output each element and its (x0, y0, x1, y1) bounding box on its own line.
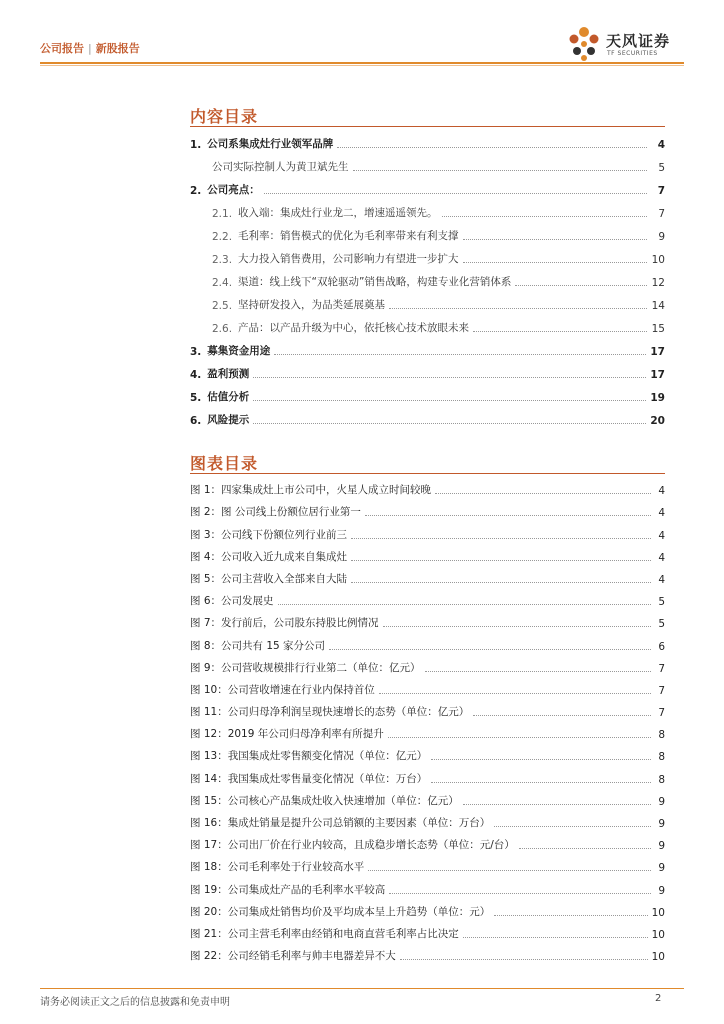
figure-list-item[interactable] (190, 719, 665, 741)
toc-item[interactable] (190, 128, 665, 151)
figure-list-item[interactable] (190, 897, 665, 919)
figure-leader-dots (431, 759, 651, 760)
figure-item-label: 图 8：公司共有 15 家分公司 (190, 639, 326, 652)
toc-list (190, 128, 665, 427)
toc-item-page: 5 (658, 162, 665, 174)
figure-item-label: 图 1：四家集成灶上市公司中，火星人成立时间较晚 (190, 484, 432, 497)
figure-leader-dots (365, 515, 651, 516)
toc-leader-dots (274, 354, 646, 355)
figure-item-label: 图 6：公司发展史 (190, 595, 274, 608)
toc-item-page: 17 (650, 346, 665, 358)
toc-leader-dots (337, 147, 647, 148)
toc-item-number: 2.5. (212, 300, 233, 312)
figure-item-page: 9 (658, 818, 665, 830)
figure-list-item[interactable] (190, 564, 665, 586)
figure-item-page: 4 (658, 529, 665, 542)
figure-item-page: 4 (658, 485, 665, 498)
figure-item-page: 9 (658, 884, 665, 897)
figure-list-item[interactable] (190, 675, 665, 697)
figure-item-page: 7 (658, 684, 665, 697)
figure-list-item[interactable] (190, 808, 665, 830)
figure-item-label: 图 14：我国集成灶零售量变化情况（单位：万台） (190, 772, 428, 785)
figure-leader-dots (379, 693, 651, 694)
header-rule-thin (40, 65, 684, 66)
figure-leader-dots (383, 626, 651, 627)
figure-leader-dots (494, 826, 651, 827)
toc-item-number: 2. (190, 185, 202, 197)
toc-item-number: 2.6. (212, 323, 233, 335)
figure-list-item[interactable] (190, 830, 665, 852)
header-rule (40, 62, 684, 64)
toc-item-label: 渠道：线上线下“双轮驱动”销售战略，构建专业化营销体系 (238, 276, 512, 288)
figure-leader-dots (278, 604, 651, 605)
toc-item-label: 公司亮点： (207, 184, 260, 196)
figure-list-item[interactable] (190, 697, 665, 719)
figure-item-label: 图 11：公司归母净利润呈现快速增长的态势（单位：亿元） (190, 706, 470, 719)
figure-leader-dots (519, 848, 651, 849)
toc-leader-dots (264, 193, 647, 194)
toc-leader-dots (473, 331, 647, 332)
toc-item-label: 产品：以产品升级为中心，依托核心技术放眼未来 (238, 322, 470, 334)
toc-item-page: 17 (650, 369, 665, 381)
figure-list-item[interactable] (190, 608, 665, 630)
figure-item-label: 图 4：公司收入近九成来自集成灶 (190, 550, 348, 563)
figure-item-label: 图 21：公司主营毛利率由经销和电商直营毛利率占比决定 (190, 927, 459, 940)
figure-list-item[interactable] (190, 919, 665, 941)
figure-item-page: 4 (658, 551, 665, 564)
toc-item-label: 盈利预测 (207, 368, 250, 380)
figure-leader-dots (351, 582, 651, 583)
figure-list-item[interactable] (190, 586, 665, 608)
logo-brand-name: 天风证券 (606, 32, 671, 50)
figure-leader-dots (463, 937, 648, 938)
figure-list-item[interactable] (190, 852, 665, 874)
figure-item-page: 9 (658, 840, 665, 853)
toc-leader-dots (463, 262, 647, 263)
toc-leader-dots (353, 170, 648, 171)
toc-item[interactable] (190, 358, 665, 381)
toc-item[interactable] (190, 335, 665, 358)
figure-leader-dots (351, 560, 651, 561)
toc-item-label: 收入端：集成灶行业龙二，增速遥遥领先。 (238, 207, 438, 219)
figure-leader-dots (388, 737, 651, 738)
toc-item-page: 15 (651, 323, 665, 335)
figure-item-label: 图 15：公司核心产品集成灶收入快速增加（单位：亿元） (190, 794, 459, 807)
figure-list-item[interactable] (190, 542, 665, 564)
toc-item-page: 7 (657, 185, 665, 197)
figure-leader-dots (494, 915, 647, 916)
figures-title: 图表目录 (190, 454, 259, 473)
figure-item-label: 图 5：公司主营收入全部来自大陆 (190, 572, 348, 585)
toc-item-number: 3. (190, 346, 202, 358)
figure-item-label: 图 17：公司出厂价在行业内较高，且成稳步增长态势（单位：元/台） (190, 839, 515, 852)
figure-leader-dots (329, 649, 651, 650)
figure-item-label: 图 7：发行前后，公司股东持股比例情况 (190, 617, 379, 630)
figure-list-item[interactable] (190, 475, 665, 497)
report-category: 公司报告 (40, 42, 84, 55)
toc-leader-dots (253, 377, 646, 378)
toc-item[interactable] (190, 174, 665, 197)
figure-item-page: 8 (658, 751, 665, 764)
figure-list-item[interactable] (190, 519, 665, 541)
toc-title-underline (190, 126, 665, 127)
figure-item-label: 图 20：公司集成灶销售均价及平均成本呈上升趋势（单位：元） (190, 905, 491, 918)
figure-item-page: 5 (658, 618, 665, 631)
figure-item-label: 图 2：图 公司线上份额位居行业第一 (190, 506, 361, 519)
figure-list-item[interactable] (190, 741, 665, 763)
figure-item-label: 图 10：公司营收增速在行业内保持首位 (190, 683, 375, 696)
figure-item-page: 5 (658, 596, 665, 609)
figure-leader-dots (473, 715, 651, 716)
toc-item-label: 公司系集成灶行业领军品牌 (207, 138, 334, 150)
toc-item-page: 4 (657, 139, 665, 151)
figure-list-item[interactable] (190, 630, 665, 652)
toc-leader-dots (463, 239, 647, 240)
figure-item-label: 图 9：公司营收规模排行行业第二（单位：亿元） (190, 661, 421, 674)
toc-item-number: 2.4. (212, 277, 233, 289)
toc-item-number: 2.1. (212, 208, 233, 220)
toc-leader-dots (442, 216, 647, 217)
figure-list-item[interactable] (190, 497, 665, 519)
toc-item-label: 估值分析 (207, 391, 250, 403)
toc-item[interactable] (190, 266, 665, 289)
figure-leader-dots (435, 493, 651, 494)
toc-item-number: 5. (190, 392, 202, 404)
toc-item-label: 风险提示 (207, 414, 250, 426)
company-logo (566, 24, 686, 64)
figure-leader-dots (351, 538, 651, 539)
toc-item-number: 4. (190, 369, 202, 381)
toc-item-page: 9 (658, 231, 665, 243)
toc-leader-dots (515, 285, 647, 286)
toc-item-number: 2.3. (212, 254, 233, 266)
toc-item-page: 20 (650, 415, 665, 427)
figure-item-page: 4 (658, 573, 665, 586)
logo-brand-name-en: TF SECURITIES (607, 50, 658, 57)
figure-leader-dots (431, 782, 651, 783)
figure-list-item[interactable] (190, 653, 665, 675)
toc-item[interactable] (190, 312, 665, 335)
toc-item-label: 大力投入销售费用，公司影响力有望进一步扩大 (238, 253, 459, 265)
toc-item[interactable] (190, 404, 665, 427)
toc-item-number: 6. (190, 415, 202, 427)
logo-flower-icon (566, 24, 602, 64)
figure-item-page: 8 (658, 773, 665, 786)
figure-item-page: 7 (658, 707, 665, 720)
page-number: 2 (655, 993, 662, 1004)
toc-item[interactable] (190, 289, 665, 312)
toc-leader-dots (389, 308, 647, 309)
toc-item-label: 公司实际控制人为黄卫斌先生 (212, 161, 349, 173)
toc-item[interactable] (190, 220, 665, 243)
toc-item[interactable] (190, 197, 665, 220)
figure-item-label: 图 3：公司线下份额位列行业前三 (190, 528, 348, 541)
toc-item-page: 14 (651, 300, 665, 312)
toc-item-label: 募集资金用途 (207, 345, 271, 357)
figure-item-page: 6 (658, 640, 665, 653)
toc-item[interactable] (190, 381, 665, 404)
figure-leader-dots (400, 959, 648, 960)
footer-disclaimer: 请务必阅读正文之后的信息披露和免责申明 (40, 997, 230, 1008)
toc-item-label: 毛利率：销售模式的优化为毛利率带来有利支撑 (238, 230, 459, 242)
toc-item[interactable] (190, 151, 665, 174)
figure-list-item[interactable] (190, 941, 665, 963)
figure-leader-dots (463, 804, 651, 805)
toc-item-page: 19 (650, 392, 665, 404)
figures-list (190, 475, 665, 963)
figure-item-page: 10 (651, 951, 665, 964)
toc-leader-dots (253, 400, 646, 401)
figure-list-item[interactable] (190, 763, 665, 785)
figure-list-item[interactable] (190, 786, 665, 808)
figure-item-label: 图 18：公司毛利率处于行业较高水平 (190, 861, 365, 874)
toc-item-page: 12 (651, 277, 665, 289)
figure-leader-dots (368, 870, 651, 871)
figure-item-label: 图 13：我国集成灶零售额变化情况（单位：亿元） (190, 750, 428, 763)
toc-item-number: 2.2. (212, 231, 233, 243)
figure-item-page: 4 (658, 507, 665, 520)
figure-item-page: 10 (651, 906, 665, 919)
figure-list-item[interactable] (190, 874, 665, 896)
toc-item[interactable] (190, 243, 665, 266)
report-subcategory: 新股报告 (95, 42, 140, 55)
toc-item-page: 7 (658, 208, 665, 220)
toc-item-label: 坚持研发投入，为品类延展奠基 (238, 299, 386, 311)
figure-leader-dots (425, 671, 651, 672)
figure-item-page: 8 (658, 729, 665, 742)
toc-item-number: 1. (190, 139, 202, 151)
toc-title: 内容目录 (190, 107, 259, 126)
figure-item-label: 图 22：公司经销毛利率与帅丰电器差异不大 (190, 950, 396, 963)
figures-title-underline (190, 473, 665, 474)
figure-item-page: 7 (658, 662, 665, 675)
figure-item-label: 图 12：2019 年公司归母净利率有所提升 (190, 728, 384, 741)
toc-item-page: 10 (651, 254, 665, 266)
header-separator: | (88, 42, 92, 55)
footer-rule (40, 988, 684, 989)
toc-leader-dots (253, 423, 646, 424)
figure-item-page: 10 (651, 928, 665, 941)
figure-item-page: 9 (658, 862, 665, 875)
figure-leader-dots (389, 893, 651, 894)
figure-item-label: 图 19：公司集成灶产品的毛利率水平较高 (190, 883, 386, 896)
figure-item-page: 9 (658, 795, 665, 808)
figure-item-label: 图 16：集成灶销量是提升公司总销额的主要因素（单位：万台） (190, 817, 491, 829)
